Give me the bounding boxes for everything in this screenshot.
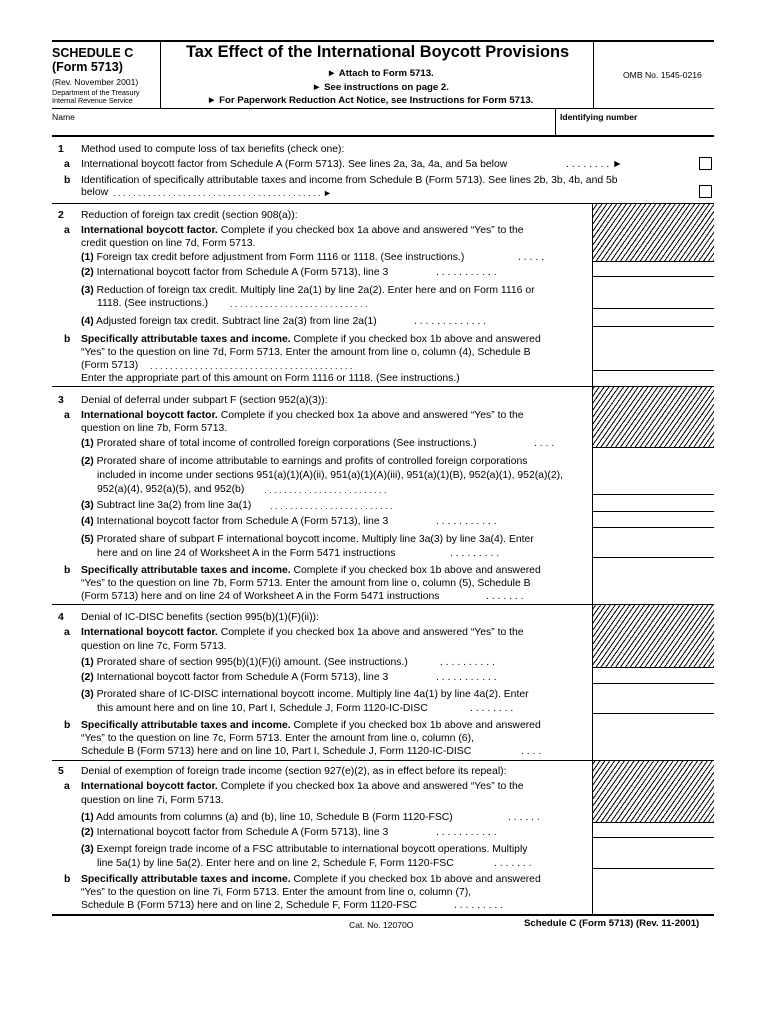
line-4b-letter: b — [64, 720, 71, 731]
line-3a-text: International boycott factor. Complete if you checked box 1a above and answered “Yes” to the — [81, 410, 524, 421]
answer-line-4a1[interactable] — [593, 667, 714, 668]
answer-line-3a4[interactable] — [593, 527, 714, 528]
answer-line-2a4[interactable] — [593, 326, 714, 327]
line-3a4-dots: . . . . . . . . . . . — [436, 516, 497, 527]
omb-number: OMB No. 1545-0216 — [623, 70, 702, 80]
line-5b-text-cont: “Yes” to the question on line 7i, Form 5713. Enter the amount from line o, column (7), — [81, 887, 472, 898]
answer-line-5a3[interactable] — [593, 868, 714, 869]
attach-instruction: ► Attach to Form 5713. — [327, 68, 434, 79]
line-5a2-dots: . . . . . . . . . . . — [436, 827, 497, 838]
id-divider — [555, 108, 556, 135]
footer-schedule-label: Schedule C (Form 5713) (Rev. 11-2001) — [524, 918, 700, 929]
line-4a2-dots: . . . . . . . . . . . — [436, 672, 497, 683]
line-5a3-dots: . . . . . . . — [494, 858, 532, 869]
line-5-number: 5 — [58, 766, 64, 777]
line-1a-dots: . . . . . . . . ► — [566, 159, 623, 170]
line-2a-letter: a — [64, 225, 70, 236]
line-4-number: 4 — [58, 612, 64, 623]
line-4a2: (2) International boycott factor from Schedule A (Form 5713), line 3 — [81, 672, 389, 683]
line-2b-text-cont3: Enter the appropriate part of this amount on Form 1116 or 1118. (See instructions.) — [81, 373, 460, 384]
shaded-area-5 — [593, 761, 714, 822]
line-2a-text: International boycott factor. Complete if you checked box 1a above and answered “Yes” to the — [81, 225, 524, 236]
form-title: Tax Effect of the International Boycott Provisions — [186, 43, 570, 61]
line-4a1-dots: . . . . . . . . . . — [440, 657, 495, 668]
line-2-text: Reduction of foreign tax credit (section 908(a)): — [81, 210, 298, 221]
line-3-number: 3 — [58, 395, 64, 406]
line-5a3-text-cont: line 5a(1) by line 5a(2). Enter here and on line 2, Schedule F, Form 1120-FSC — [97, 858, 454, 869]
line-3a5-text-cont: here and on line 24 of Worksheet A in the Form 5471 instructions — [97, 548, 396, 559]
identifying-number-label: Identifying number — [560, 112, 638, 122]
line-2a2: (2) International boycott factor from Schedule A (Form 5713), line 3 — [81, 267, 389, 278]
line-1b-text: Identification of specifically attributable taxes and income from Schedule B (Form 5713). See lines 2b, 3b, 4b, and 5b — [81, 175, 618, 186]
line-4a3-text-cont: this amount here and on line 10, Part I, Schedule J, Form 1120-IC-DISC — [97, 703, 428, 714]
answer-line-5a1[interactable] — [593, 822, 714, 823]
line-2b-text-cont: “Yes” to the question on line 7d, Form 5713. Enter the amount from line o, column (4), Schedule B — [81, 347, 531, 358]
header-bottom-rule — [52, 108, 714, 109]
schedule-label: SCHEDULE C — [52, 46, 134, 60]
line-2a1-dots: . . . . . — [518, 252, 544, 263]
line-2-number: 2 — [58, 210, 64, 221]
line-5a1: (1) Add amounts from columns (a) and (b), line 10, Schedule B (Form 1120-FSC) — [81, 812, 453, 823]
line-3b-text-cont2: (Form 5713) here and on line 24 of Worksheet A in the Form 5471 instructions — [81, 591, 440, 602]
line-3b-dots: . . . . . . . — [486, 591, 524, 602]
answer-line-3a2[interactable] — [593, 494, 714, 495]
line-5b-dots: . . . . . . . . . — [454, 900, 504, 911]
line-2a-text-cont: credit question on line 7d, Form 5713. — [81, 238, 256, 249]
line-4-text: Denial of IC-DISC benefits (section 995(b)(1)(F)(ii)): — [81, 612, 319, 623]
line-3a3: (3) Subtract line 3a(2) from line 3a(1) — [81, 500, 252, 511]
header-divider-left — [160, 42, 161, 108]
agency-label: Internal Revenue Service — [52, 96, 133, 105]
name-bottom-rule — [52, 135, 714, 137]
line-1a-text: International boycott factor from Schedule A (Form 5713). See lines 2a, 3a, 4a, and 5a below — [81, 159, 508, 170]
line-4b-dots: . . . . — [521, 746, 542, 757]
line-4a-text: International boycott factor. Complete if you checked box 1a above and answered “Yes” to the — [81, 627, 524, 638]
catalog-number: Cat. No. 12070O — [349, 920, 414, 930]
line-4a3-dots: . . . . . . . . — [470, 703, 514, 714]
line-5b-letter: b — [64, 874, 71, 885]
line-3a5: (5) Prorated share of subpart F international boycott income. Multiply line 3a(3) by line 3a(4). Enter — [81, 534, 534, 545]
line-5a-letter: a — [64, 781, 70, 792]
line-4a1: (1) Prorated share of section 995(b)(1)(F)(i) amount. (See instructions.) — [81, 657, 408, 668]
line-4b-text-cont: “Yes” to the question on line 7c, Form 5713. Enter the amount from line o, column (6), — [81, 733, 474, 744]
line-5a-text-cont: question on line 7i, Form 5713. — [81, 795, 224, 806]
line-3a1: (1) Prorated share of total income of controlled foreign corporations (See instructions.) — [81, 438, 477, 449]
answer-line-4a3[interactable] — [593, 713, 714, 714]
line-1b-letter: b — [64, 175, 71, 186]
checkbox-1a[interactable] — [699, 157, 712, 170]
line-5b-text-cont2: Schedule B (Form 5713) here and on line 2, Schedule F, Form 1120-FSC — [81, 900, 417, 911]
checkbox-1b[interactable] — [699, 185, 712, 198]
line-2a4-dots: . . . . . . . . . . . . . — [414, 316, 487, 327]
answer-line-2a2[interactable] — [593, 276, 714, 277]
line-2a4: (4) Adjusted foreign tax credit. Subtract line 2a(3) from line 2a(1) — [81, 316, 377, 327]
form-label: (Form 5713) — [52, 60, 123, 74]
answer-line-2a3[interactable] — [593, 308, 714, 309]
line-2a3-text-cont: 1118. (See instructions.) — [97, 298, 209, 309]
line-3a2-text-cont2: 952(a)(4), 952(a)(5), and 952(b) — [97, 484, 245, 495]
bottom-rule — [52, 914, 714, 916]
answer-line-2b[interactable] — [593, 370, 714, 371]
line-3-text: Denial of deferral under subpart F (section 952(a)(3)): — [81, 395, 328, 406]
line-4b-text-cont2: Schedule B (Form 5713) here and on line 10, Part I, Schedule J, Form 1120-IC-DISC — [81, 746, 472, 757]
line-4b-text: Specifically attributable taxes and income. Complete if you checked box 1b above and answered — [81, 720, 541, 731]
line-3a1-dots: . . . . — [534, 438, 555, 449]
line-4a-text-cont: question on line 7c, Form 5713. — [81, 641, 227, 652]
shaded-area-4 — [593, 605, 714, 667]
answer-line-3a1[interactable] — [593, 447, 714, 448]
answer-line-3a3[interactable] — [593, 511, 714, 512]
line-2a3: (3) Reduction of foreign tax credit. Multiply line 2a(1) by line 2a(2). Enter here and on Form 1116 or — [81, 285, 535, 296]
line-2a3-dots: . . . . . . . . . . . . . . . . . . . . . . . . . . . . — [230, 299, 368, 309]
department-label: Department of the Treasury — [52, 88, 140, 97]
line-3a2-text-cont: included in income under sections 951(a)(1)(A)(ii), 951(a)(1)(A)(iii), 951(a)(1)(B), 952(a)(1), 952(a)(2), — [97, 470, 564, 481]
line-1b-dots: . . . . . . . . . . . . . . . . . . . . . . . . . . . . . . . . . . . . . . . . . . ► — [113, 188, 332, 198]
line-1a-letter: a — [64, 159, 70, 170]
see-instruction: ► See instructions on page 2. — [312, 82, 449, 93]
line-3a4: (4) International boycott factor from Schedule A (Form 5713), line 3 — [81, 516, 389, 527]
line-5a2: (2) International boycott factor from Schedule A (Form 5713), line 3 — [81, 827, 389, 838]
line-3b-letter: b — [64, 565, 71, 576]
line-3a2-dots: . . . . . . . . . . . . . . . . . . . . . . . . . — [264, 485, 387, 495]
name-label: Name — [52, 112, 75, 122]
line-5a3: (3) Exempt foreign trade income of a FSC attributable to international boycott operations. Multiply — [81, 844, 528, 855]
line-3a-text-cont: question on line 7b, Form 5713. — [81, 423, 228, 434]
answer-line-3a5[interactable] — [593, 557, 714, 558]
answer-line-2a1[interactable] — [593, 261, 714, 262]
line-2b-dots: . . . . . . . . . . . . . . . . . . . . . . . . . . . . . . . . . . . . . . . . . — [150, 361, 353, 371]
shaded-area-2 — [593, 204, 714, 261]
line-2b-text: Specifically attributable taxes and income. Complete if you checked box 1b above and answered — [81, 334, 541, 345]
line-3b-text-cont: “Yes” to the question on line 7b, Form 5713. Enter the amount from line o, column (5), Schedule B — [81, 578, 531, 589]
answer-line-5a2[interactable] — [593, 837, 714, 838]
line-4a3: (3) Prorated share of IC-DISC international boycott income. Multiply line 4a(1) by line 4a(2). Enter — [81, 689, 529, 700]
line-4a-letter: a — [64, 627, 70, 638]
line-1b-text-cont: below — [81, 187, 109, 198]
line-3a2: (2) Prorated share of income attributable to earnings and profits of controlled foreign corporations — [81, 456, 528, 467]
line-5b-text: Specifically attributable taxes and income. Complete if you checked box 1b above and answered — [81, 874, 541, 885]
line-1-number: 1 — [58, 144, 64, 155]
line-2a1: (1) Foreign tax credit before adjustment from Form 1116 or 1118. (See instructions.) — [81, 252, 465, 263]
line-3a3-dots: . . . . . . . . . . . . . . . . . . . . . . . . . — [270, 501, 393, 511]
line-2a2-dots: . . . . . . . . . . . — [436, 267, 497, 278]
shaded-area-3 — [593, 387, 714, 447]
revision-date: (Rev. November 2001) — [52, 77, 139, 87]
line-2b-letter: b — [64, 334, 71, 345]
line-5-text: Denial of exemption of foreign trade income (section 927(e)(2), as in effect before its repeal): — [81, 766, 507, 777]
line-3a-letter: a — [64, 410, 70, 421]
header-divider-right — [593, 42, 594, 108]
paperwork-notice: ► For Paperwork Reduction Act Notice, see Instructions for Form 5713. — [207, 95, 534, 106]
line-5a1-dots: . . . . . . — [508, 812, 540, 823]
line-3a5-dots: . . . . . . . . . — [450, 548, 500, 559]
line-5a-text: International boycott factor. Complete if you checked box 1a above and answered “Yes” to the — [81, 781, 524, 792]
line-1-text: Method used to compute loss of tax benefits (check one): — [81, 144, 345, 155]
line-2b-text-cont2: (Form 5713) — [81, 360, 139, 371]
answer-line-4a2[interactable] — [593, 683, 714, 684]
line-3b-text: Specifically attributable taxes and income. Complete if you checked box 1b above and answered — [81, 565, 541, 576]
